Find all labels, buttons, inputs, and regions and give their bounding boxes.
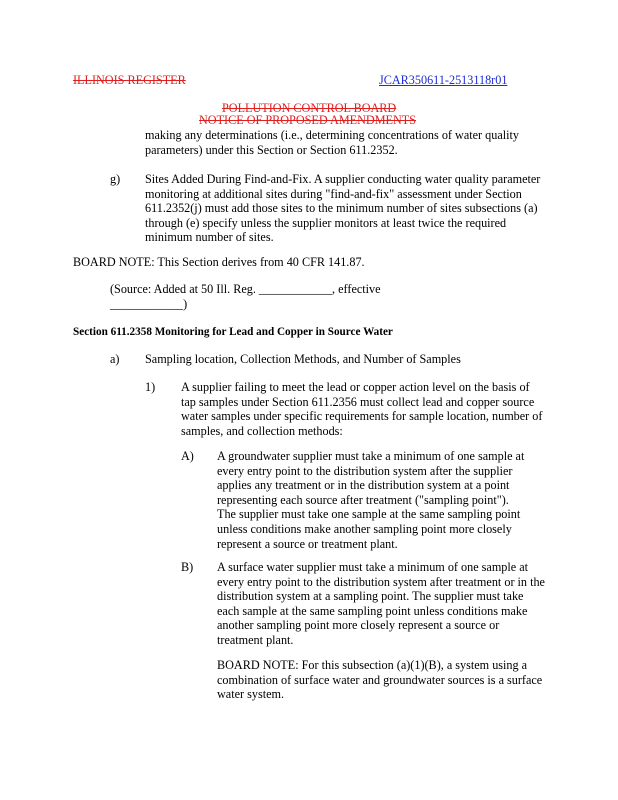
subsection-g-text <box>145 172 565 245</box>
item-A-label: A) <box>181 449 194 463</box>
g-line: 611.2352(j) must add those sites to the minimum number of sites subsections (a) <box>145 201 538 216</box>
item-A-line: The supplier must take one sample at the same sampling point <box>217 507 521 522</box>
item-1-line: A supplier failing to meet the lead or copper action level on the basis of <box>181 380 530 394</box>
g-line: Sites Added During Find-and-Fix. A supplier conducting water quality parameter <box>145 172 541 186</box>
header-left: ILLINOIS REGISTER <box>73 73 186 87</box>
subsection-g-label: g) <box>110 172 121 186</box>
item-1-line: samples, and collection methods: <box>181 423 343 438</box>
continued-line-1: making any determinations (i.e., determining concentrations of water quality <box>145 128 519 142</box>
board-note-derivation: BOARD NOTE: This Section derives from 40 CFR 141.87. <box>73 255 365 269</box>
item-A-line: every entry point to the distribution system after the supplier <box>217 463 513 478</box>
board-note-2-line: combination of surface water and groundwater sources is a surface <box>217 672 543 687</box>
item-B-line: treatment plant. <box>217 632 294 647</box>
board-note-2-line: water system. <box>217 687 285 702</box>
board-note-2-line: BOARD NOTE: For this subsection (a)(1)(B), a system using a <box>217 658 528 672</box>
item-A-text <box>217 449 577 551</box>
continued-line-2: parameters) under this Section or Section 611.2352. <box>145 143 398 157</box>
header-center-line1: POLLUTION CONTROL BOARD <box>222 101 397 115</box>
item-1-text <box>181 380 571 438</box>
item-1-label: 1) <box>145 380 156 394</box>
item-A-line: applies any treatment or in the distribution system at a point <box>217 478 510 493</box>
item-B-line: every entry point to the distribution system after treatment or in the <box>217 574 545 589</box>
item-B-text <box>217 560 577 648</box>
item-B-line: another sampling point more closely represent a source or <box>217 618 500 633</box>
item-1-line: water samples under specific requirements for sample location, number of <box>181 409 543 424</box>
subsection-a-text: Sampling location, Collection Methods, and Number of Samples <box>145 352 461 366</box>
header-center-line2: NOTICE OF PROPOSED AMENDMENTS <box>199 113 417 127</box>
item-B-line: A surface water supplier must take a minimum of one sample at <box>217 560 529 574</box>
g-line: through (e) specify unless the supplier monitors at least twice the required <box>145 215 507 230</box>
item-A-line: A groundwater supplier must take a minimum of one sample at <box>217 449 525 463</box>
item-B-line: each sample at the same sampling point unless conditions make <box>217 603 528 618</box>
subsection-a-label: a) <box>110 352 120 366</box>
g-line: monitoring at additional sites during "find-and-fix" assessment under Section <box>145 186 522 201</box>
board-note-surface-water <box>217 658 577 702</box>
header-right: JCAR350611-2513118r01 <box>379 73 508 87</box>
item-A-line: unless conditions make another sampling point more closely <box>217 521 512 536</box>
source-line-1: (Source: Added at 50 Ill. Reg. ____________, effective <box>110 282 381 296</box>
item-A-line: represent a source or treatment plant. <box>217 536 398 551</box>
item-1-line: tap samples under Section 611.2356 must collect lead and copper source <box>181 394 535 409</box>
section-heading: Section 611.2358 Monitoring for Lead and Copper in Source Water <box>73 326 393 338</box>
item-B-label: B) <box>181 560 194 574</box>
source-line-2: ____________) <box>110 297 188 311</box>
g-line: minimum number of sites. <box>145 230 274 245</box>
item-B-line: distribution system at a sampling point. The supplier must take <box>217 589 524 604</box>
item-A-line: representing each source after treatment ("sampling point"). <box>217 492 509 507</box>
